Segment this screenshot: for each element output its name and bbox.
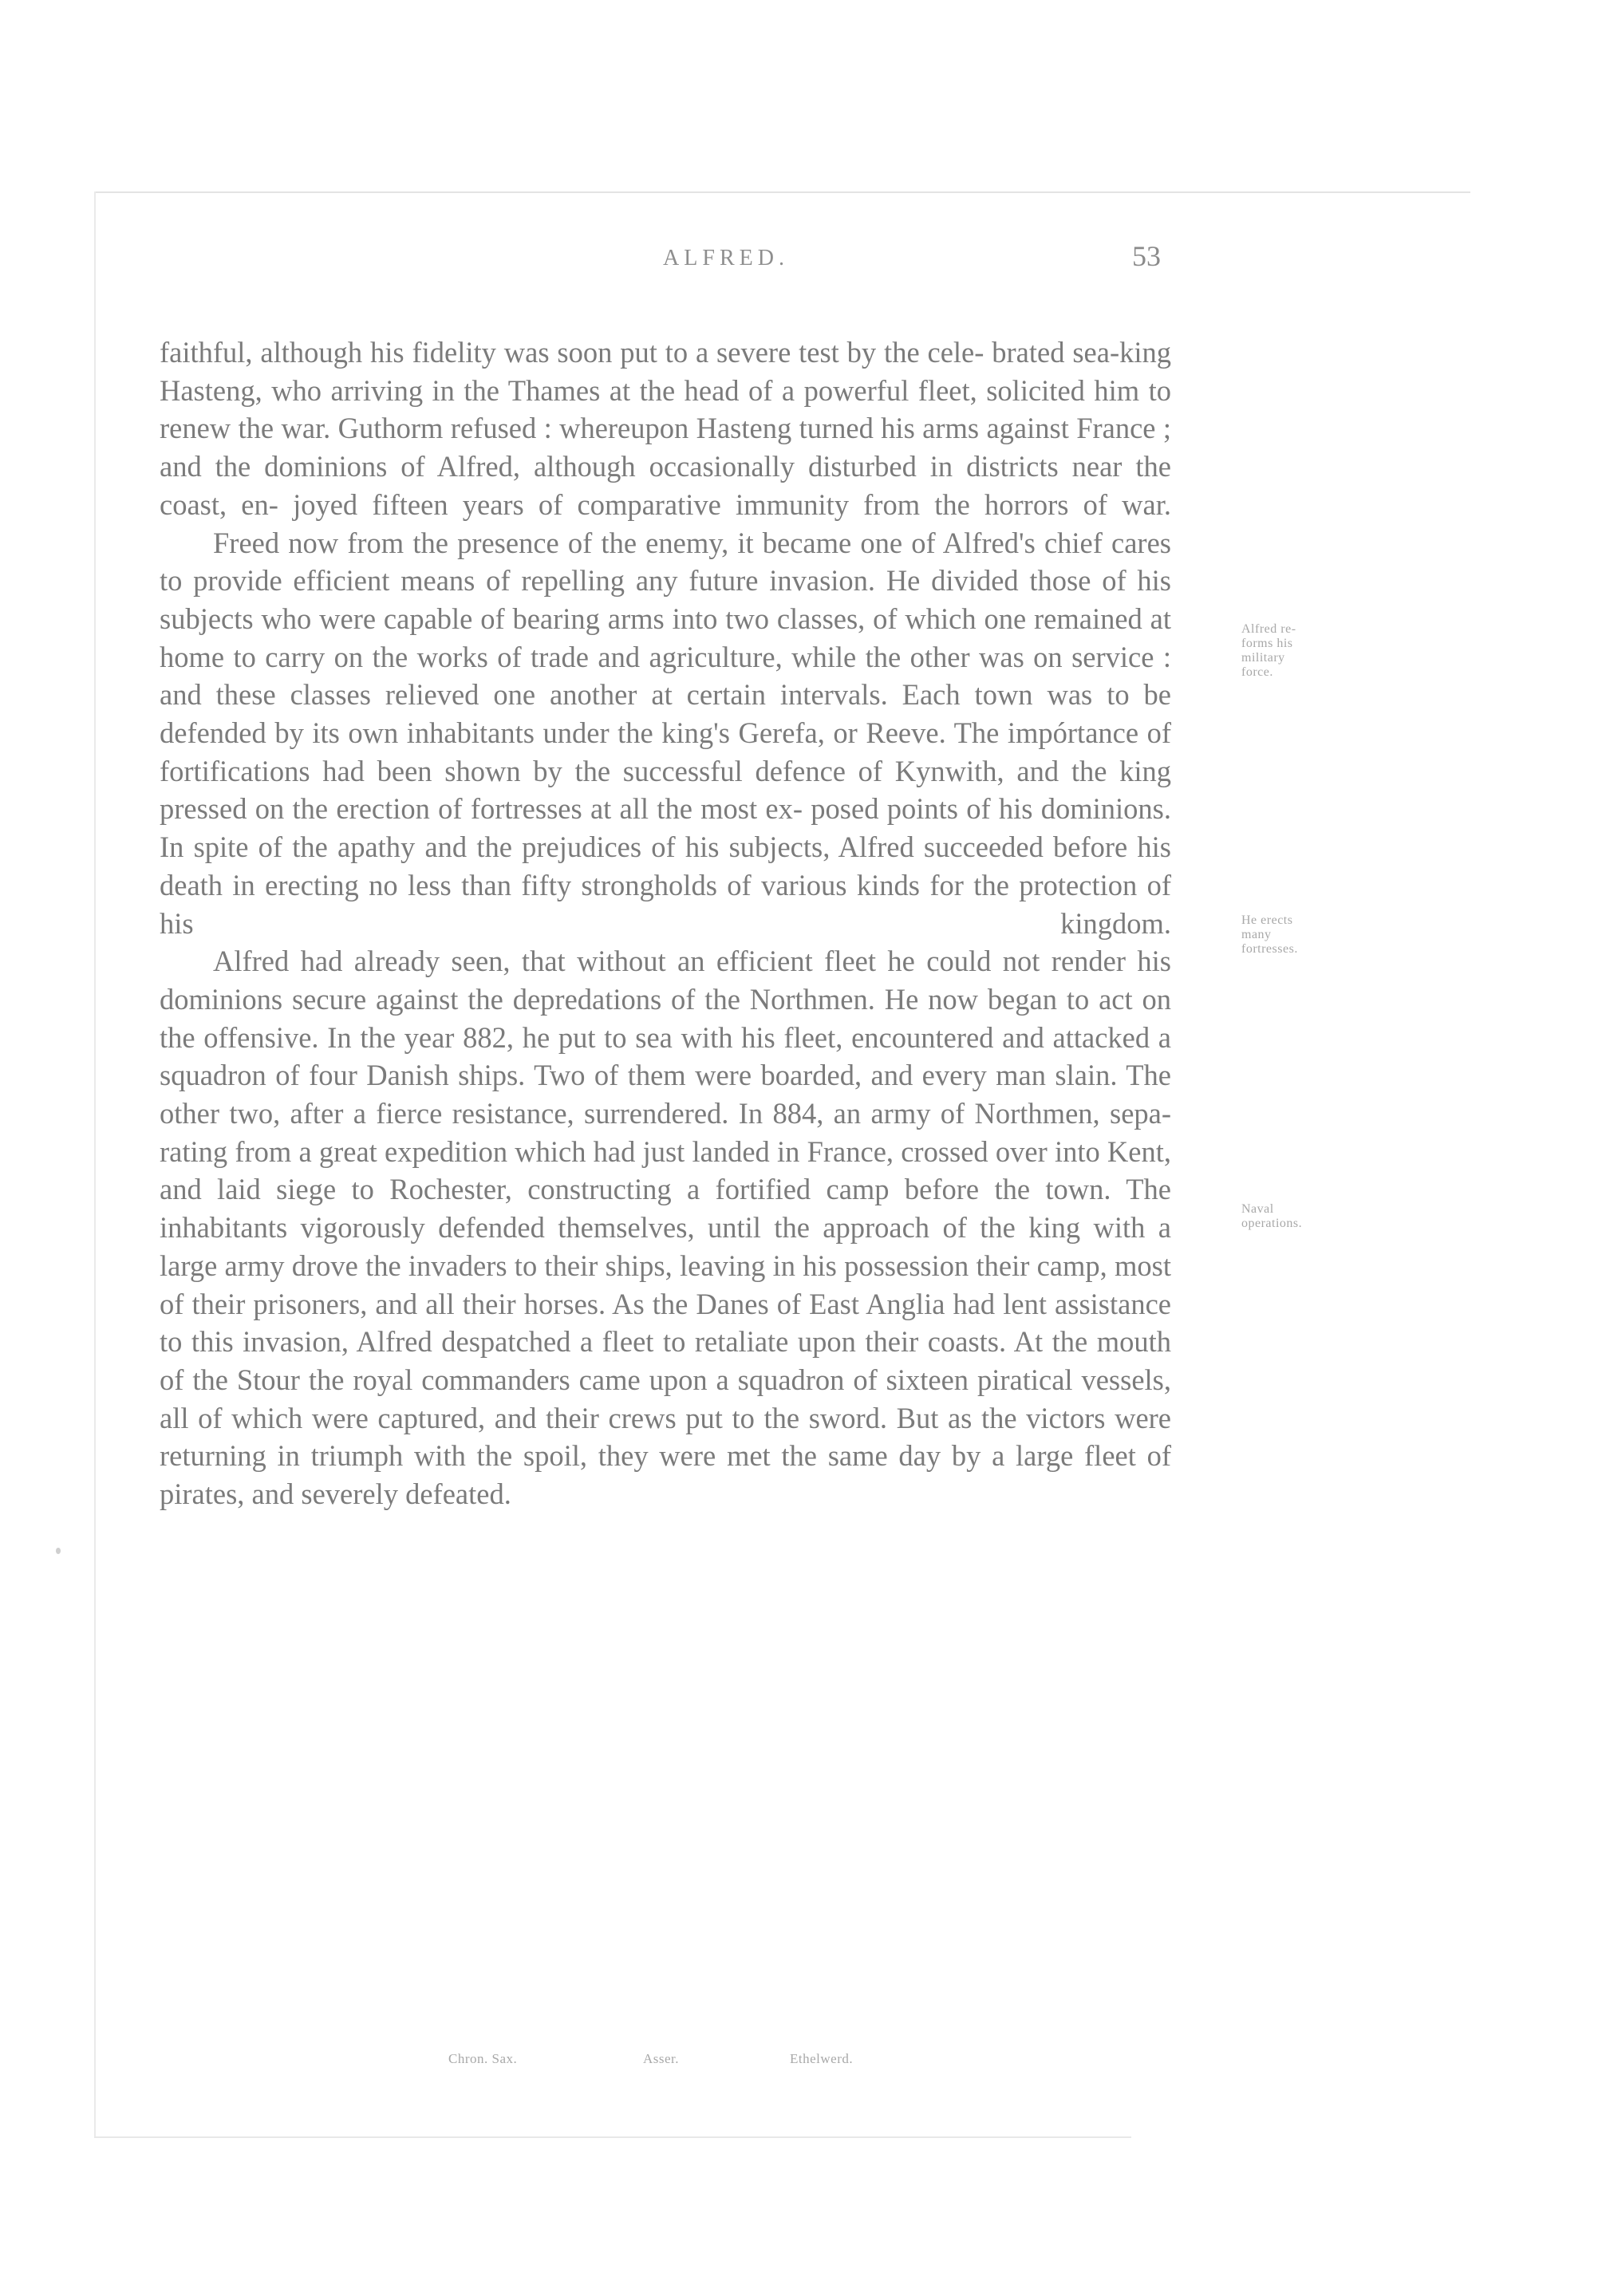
footnote-source: Chron. Sax. (448, 2051, 518, 2066)
text-line: posed points of his dominions. In spite of the apathy and the prejudices (160, 792, 1171, 864)
footnote-sources (0, 2051, 1598, 2075)
text-line: Alfred had already seen, that without an efficient fleet he could not (213, 945, 1040, 978)
text-line: Freed now from the presence of the enemy, it became one of Alfred's (213, 526, 1036, 559)
text-line: render his dominions secure against the depredations of the Northmen. (160, 945, 1172, 1016)
text-line: before the town. The inhabitants vigorously defended themselves, until (160, 1173, 1171, 1245)
margin-note-line: many (1241, 928, 1272, 941)
margin-note-military-force (1241, 622, 1345, 680)
text-line: fifty strongholds of various kinds for the protection of his kingdom. (160, 868, 1172, 940)
text-line: to the sword. But as the victors were returning in triumph with the (160, 1401, 1172, 1473)
text-line: chief cares to provide efficient means of repelling any future invasion. (160, 526, 1171, 598)
text-line: relieved one another at certain intervals. Each town was to be defended (160, 678, 1171, 750)
text-line: ships, leaving in his possession their camp, most of their prisoners, and (160, 1249, 1171, 1320)
paragraph-3 (160, 942, 1171, 1513)
text-line: all their horses. As the Danes of East Anglia had lent assistance to (160, 1287, 1171, 1359)
text-line: He now began to act on the offensive. In the year 882, he put to sea (160, 982, 1171, 1054)
footnote-source: Ethelwerd. (790, 2051, 854, 2066)
text-line: sixteen piratical vessels, all of which were captured, and their crews put (160, 1363, 1171, 1434)
page-frame-bottom-rule (94, 2136, 1131, 2138)
paragraph-2 (160, 524, 1171, 943)
text-line: with his fleet, encountered and attacked a squadron of four Danish ships. (160, 1020, 1171, 1092)
text-line: by its own inhabitants under the king's Gerefa, or Reeve. The impórtance (274, 716, 1139, 750)
margin-note-fortresses (1241, 913, 1345, 957)
footnote-source: Asser. (643, 2051, 680, 2066)
margin-note-line: He erects (1241, 913, 1293, 927)
margin-note-line: Alfred re- (1241, 622, 1296, 636)
margin-note-line: forms his (1241, 637, 1293, 650)
text-line: of fortifications had been shown by the successful defence of Kynwith, (160, 716, 1171, 787)
text-line: over into Kent, and laid siege to Rochester, constructing a fortified camp (160, 1134, 1171, 1206)
paragraph-1 (160, 333, 1171, 524)
margin-note-line: operations. (1241, 1217, 1303, 1230)
text-line: this invasion, Alfred despatched a fleet to retaliate upon their coasts. At (191, 1325, 1044, 1359)
text-line: into two classes, of which one remained at home to carry on the works (160, 602, 1172, 673)
running-head: ALFRED. (663, 246, 789, 270)
text-line: of Alfred, although occasionally disturbed in districts near the coast, en- (160, 450, 1172, 521)
text-line: and the king pressed on the erection of fortresses at all the most ex- (160, 754, 1172, 826)
text-line: He divided those of his subjects who were capable of bearing arms (160, 564, 1172, 635)
page-number: 53 (1132, 240, 1161, 272)
text-line: spoil, they were met the same day by a large fleet of pirates, and severely (160, 1439, 1171, 1511)
page-frame-left-rule (94, 191, 96, 2138)
text-line: joyed fifteen years of comparative immunity from the horrors of war. (293, 487, 1172, 521)
text-line: of trade and agriculture, while the other was on service : and these classes (160, 640, 1171, 712)
text-line: a fierce resistance, surrendered. In 884, an army of Northmen, sepa- (353, 1097, 1171, 1130)
text-line: Two of them were boarded, and every man slain. The other two, after (160, 1059, 1172, 1130)
text-line: faithful, although his fidelity was soon put to a severe test by the cele- (160, 336, 984, 369)
body-text (160, 333, 1171, 1513)
margin-note-line: force. (1241, 665, 1273, 679)
text-line: whereupon Hasteng turned his arms against France ; and the dominions (160, 412, 1171, 483)
margin-note-line: fortresses. (1241, 942, 1298, 956)
margin-note-naval-operations (1241, 1202, 1345, 1231)
text-line: rating from a great expedition which had just landed in France, crossed (160, 1134, 988, 1168)
margin-note-line: Naval (1241, 1202, 1274, 1216)
text-line: the mouth of the Stour the royal commanders came upon a squadron of (160, 1325, 1172, 1396)
ink-speck (56, 1548, 61, 1554)
text-line: of his subjects, Alfred succeeded before his death in erecting no less than (160, 830, 1171, 901)
text-line: brated sea-king Hasteng, who arriving in the Thames at the head of (160, 336, 1171, 407)
text-line: a powerful fleet, solicited him to renew the war. Guthorm refused : (160, 373, 1172, 445)
page-frame-top-rule (94, 191, 1470, 193)
text-line: the approach of the king with a large army drove the invaders to their (160, 1211, 1172, 1282)
margin-note-line: military (1241, 651, 1285, 665)
text-line: defeated. (405, 1477, 511, 1511)
